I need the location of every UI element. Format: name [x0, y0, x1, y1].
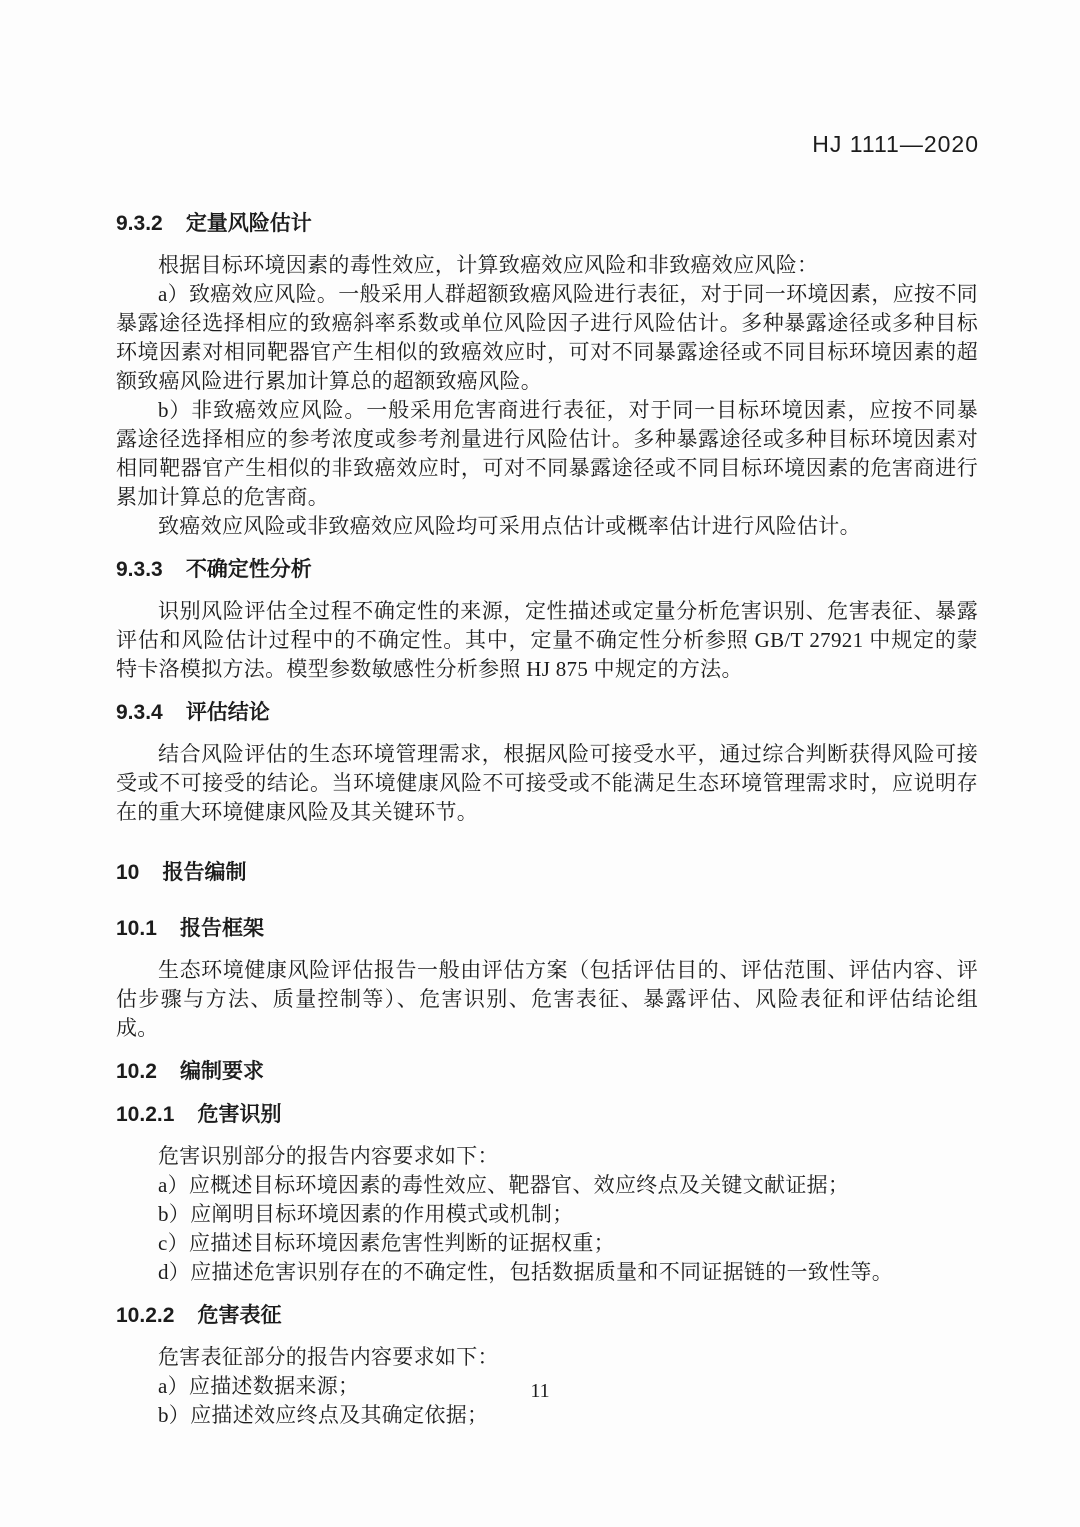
section-heading [116, 209, 978, 238]
chapter-heading [116, 858, 978, 887]
section-title: 编制要求 [179, 1060, 264, 1083]
paragraph: 危害表征部分的报告内容要求如下： [158, 1345, 499, 1369]
section-title: 危害识别 [197, 1103, 282, 1126]
list-item: b）应描述效应终点及其确定依据； [158, 1403, 489, 1427]
section-number: 10.2.1 [116, 1103, 175, 1126]
document-body [116, 195, 978, 1430]
section-title: 报告编制 [162, 861, 247, 884]
section-title: 定量风险估计 [185, 212, 312, 235]
section-number: 10.1 [116, 917, 157, 940]
section-title: 危害表征 [197, 1304, 282, 1327]
page-number: 11 [530, 1380, 550, 1402]
paragraph: b）非致癌效应风险。一般采用危害商进行表征，对于同一目标环境因素，应按不同暴露途径选择相应的参考浓度或参考剂量进行风险估计。多种暴露途径或多种目标环境因素对相同靶器官产生相似的非致癌效应时，可对不同暴露途径或不同目标环境因素的危害商进行累加计算总的危害商。 [116, 398, 978, 509]
section-title: 评估结论 [185, 701, 270, 724]
list-item: a）应概述目标环境因素的毒性效应、靶器官、效应终点及关键文献证据； [158, 1173, 850, 1197]
doc-number: HJ 1111—2020 [812, 131, 979, 157]
section-heading [116, 914, 978, 943]
list-item: b）应阐明目标环境因素的作用模式或机制； [158, 1202, 574, 1226]
paragraph: a）致癌效应风险。一般采用人群超额致癌风险进行表征，对于同一环境因素，应按不同暴露途径选择相应的致癌斜率系数或单位风险因子进行风险估计。多种暴露途径或多种目标环境因素对相同靶器官产生相似的致癌效应时，可对不同暴露途径或不同目标环境因素的超额致癌风险进行累加计算总的超额致癌风险。 [116, 282, 978, 393]
section-number: 10.2.2 [116, 1304, 175, 1327]
section-number: 10 [116, 861, 140, 884]
section-heading [116, 1100, 978, 1129]
paragraph: 生态环境健康风险评估报告一般由评估方案（包括评估目的、评估范围、评估内容、评估步骤与方法、质量控制等）、危害识别、危害表征、暴露评估、风险表征和评估结论组成。 [116, 958, 978, 1040]
paragraph: 识别风险评估全过程不确定性的来源，定性描述或定量分析危害识别、危害表征、暴露评估和风险估计过程中的不确定性。其中，定量不确定性分析参照 GB/T 27921 中规定的蒙特卡洛模拟方法。模型参数敏感性分析参照 HJ 875 中规定的方法。 [116, 599, 978, 681]
paragraph: 根据目标环境因素的毒性效应，计算致癌效应风险和非致癌效应风险： [158, 253, 819, 277]
paragraph: 结合风险评估的生态环境管理需求，根据风险可接受水平，通过综合判断获得风险可接受或不可接受的结论。当环境健康风险不可接受或不能满足生态环境管理需求时，应说明存在的重大环境健康风险及其关键环节。 [116, 742, 978, 824]
section-number: 9.3.3 [116, 558, 163, 581]
section-heading [116, 555, 978, 584]
section-number: 9.3.2 [116, 212, 163, 235]
section-heading [116, 1057, 978, 1086]
paragraph: 致癌效应风险或非致癌效应风险均可采用点估计或概率估计进行风险估计。 [158, 514, 861, 538]
list-item: a）应描述数据来源； [158, 1374, 360, 1398]
section-heading [116, 1301, 978, 1330]
section-title: 报告框架 [179, 917, 264, 940]
list-item: c）应描述目标环境因素危害性判断的证据权重； [158, 1231, 615, 1255]
section-number: 9.3.4 [116, 701, 163, 724]
section-number: 10.2 [116, 1060, 157, 1083]
list-item: d）应描述危害识别存在的不确定性，包括数据质量和不同证据链的一致性等。 [158, 1260, 893, 1284]
section-title: 不确定性分析 [185, 558, 312, 581]
paragraph: 危害识别部分的报告内容要求如下： [158, 1144, 499, 1168]
section-heading [116, 698, 978, 727]
